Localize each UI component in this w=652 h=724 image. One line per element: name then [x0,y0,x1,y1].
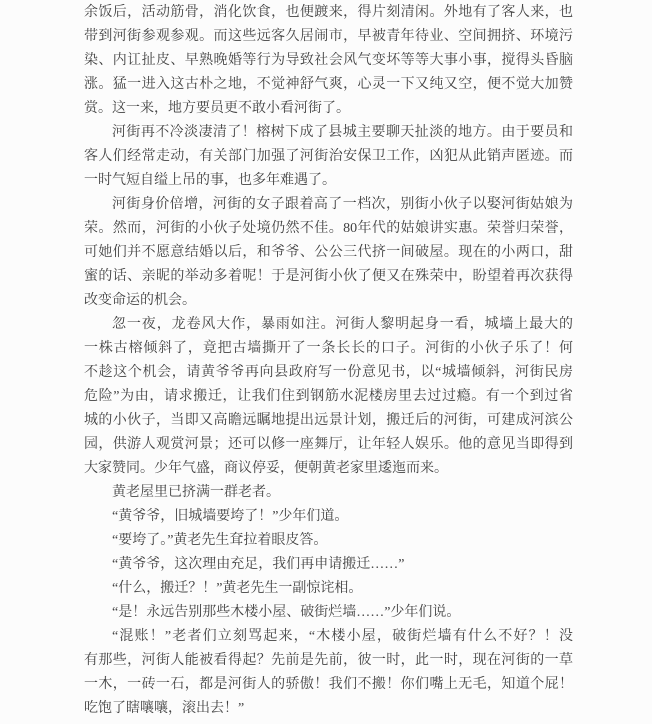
text-line: “黄爷爷，旧城墙要垮了！”少年们道。 [112,509,349,524]
text-line: 大家赞同。少年气盛，商议停妥，便朝黄老家里逶迤而来。 [84,461,448,476]
text-line: 余饭后，活动筋骨，消化饮食，也便踱来，得片刻清闲。外地有了客人来，也 [84,5,573,20]
text-line: 河街身价倍增，河街的女子跟着高了一档次，别街小伙子以娶河街姑娘为 [112,197,573,212]
text-line: “黄爷爷，这次理由充足，我们再申请搬迁……” [112,557,405,572]
paragraph [84,505,573,529]
text-line: 客人们经常走动，有关部门加强了河街治安保卫工作，凶犯从此销声匿迹。而 [84,149,573,164]
text-line: 蜜的话、亲昵的举动多着呢！于是河街小伙了便又在殊荣中，盼望着再次获得 [84,269,573,284]
text-line: 一株古榕倾斜了，竟把古墙撕开了一条长长的口子。河街的小伙子乐了！何 [84,341,573,356]
paragraph [84,529,573,553]
text-line: 带到河街参观参观。而这些远客久居闹市，早被青年待业、空间拥挤、环境污 [84,29,573,44]
paragraph [84,577,573,601]
text-line: 不趁这个机会，请黄爷爷再向县政府写一份意见书，以“城墙倾斜，河街民房 [84,365,573,380]
text-line: 改变命运的机会。 [84,293,196,308]
text-line: 涨。猛一进入这古朴之地，不觉神舒气爽，心灵一下又纯又空，便不觉大加赞 [84,77,573,92]
text-line: 荣。然而，河街的小伙子处境仍然不佳。80年代的姑娘讲实惠。荣誉归荣誉， [84,221,573,236]
text-line: 一时气短自缢上吊的事，也多年难遇了。 [84,173,336,188]
text-line: “什么，搬迁？！”黄老先生一副惊诧相。 [112,581,363,596]
text-line: 黄老屋里已挤满一群老者。 [112,485,280,500]
paragraph [84,601,573,625]
text-line: 危险”为由，请求搬迁，让我们住到钢筋水泥楼房里去过过瘾。有一个到过省 [84,389,573,404]
paragraph [84,313,573,481]
text-line: “是！永远告别那些木楼小屋、破街烂墙……”少年们说。 [112,605,461,620]
text-line: 有那些，河街人能被看得起？先前是先前，彼一时，此一时，现在河街的一草 [84,653,573,668]
paragraph [84,193,573,313]
text-line: 染、内讧扯皮、早熟晚婚等行为导致社会风气变坏等等大事小事，搅得头昏脑 [84,53,573,68]
text-line: 河街再不冷淡凄清了！榕树下成了县城主要聊天扯淡的地方。由于要员和 [112,125,573,140]
text-line: 园，供游人观赏河景；还可以修一座舞厅，让年轻人娱乐。他的意见当即得到 [84,437,573,452]
paragraph [84,1,573,121]
paragraph [84,625,573,721]
text-line: 可她们并不愿意结婚以后，和爷爷、公公三代挤一间破屋。现在的小两口，甜 [84,245,573,260]
paragraph [84,553,573,577]
text-line: 城的小伙子，当即又高瞻远瞩地提出远景计划，搬迁后的河街，可建成河滨公 [84,413,573,428]
text-line: 一木，一砖一石，都是河街人的骄傲！我们不搬！你们嘴上无毛，知道个屁！ [84,677,573,692]
text-line: “混账！”老者们立刻骂起来，“木楼小屋，破街烂墙有什么不好？！没 [112,629,573,644]
text-line: 吃饱了瞎嚷嚷，滚出去！” [84,701,245,716]
paragraph [84,481,573,505]
paragraph [84,121,573,193]
text-line: “要垮了。”黄老先生耷拉着眼皮答。 [112,533,328,548]
text-line: 忽一夜，龙卷风大作，暴雨如注。河街人黎明起身一看，城墙上最大的 [112,317,573,332]
text-line: 赏。这一来，地方要员更不敢小看河街了。 [84,101,350,116]
